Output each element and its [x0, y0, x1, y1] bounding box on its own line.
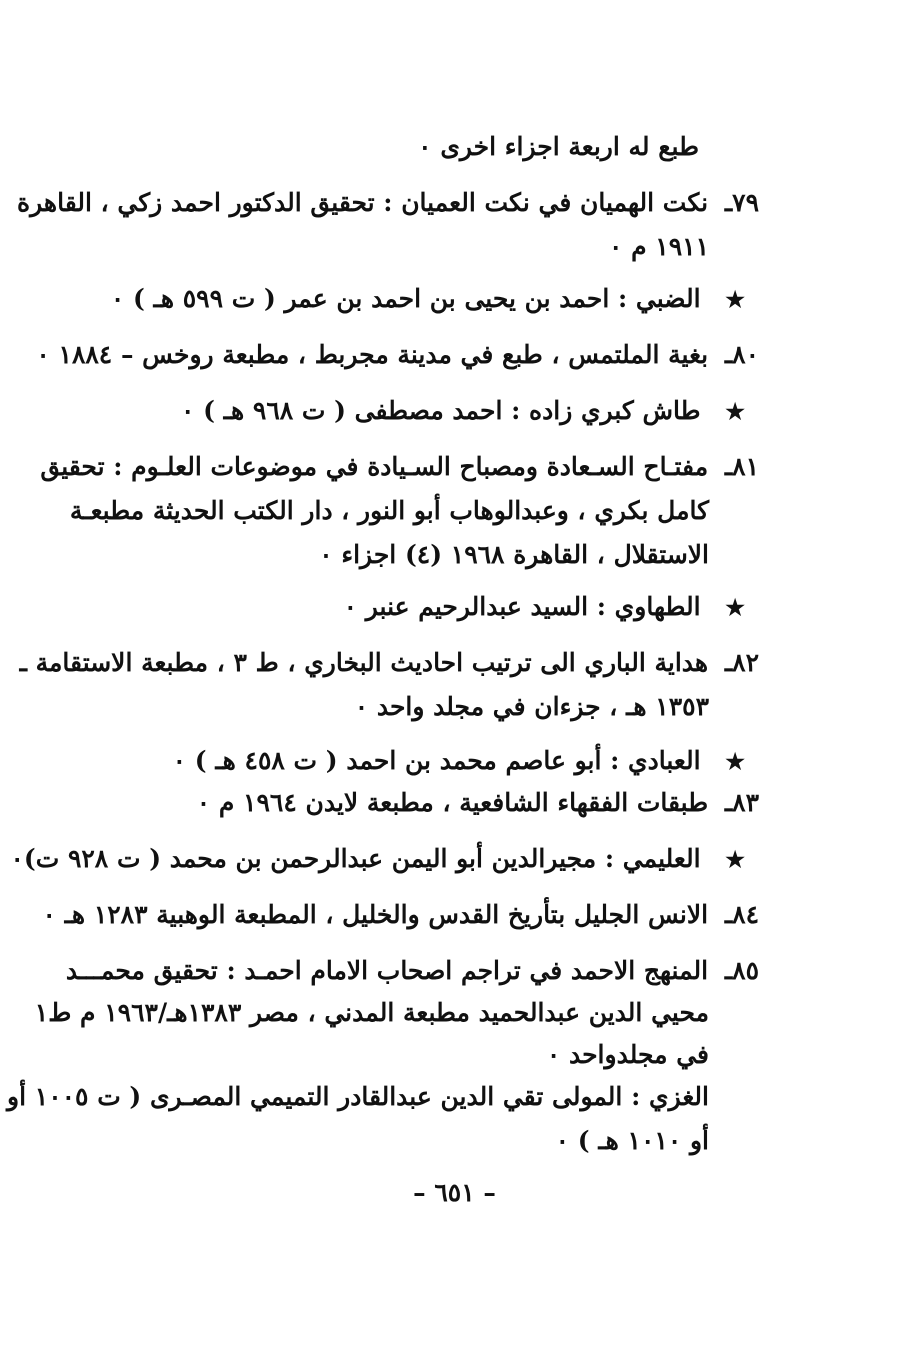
entry-number: ٨٣ـ [724, 788, 759, 817]
line-text: نكت الهميان في نكت العميان : تحقيق الدكتور احمد زكي ، القاهرة [17, 188, 709, 217]
line-text: الضبي : احمد بن يحيى بن احمد بن عمر ( ت ٥٩٩ هـ ) ٠ [110, 284, 701, 313]
entry-number: ٨٢ـ [724, 648, 759, 677]
text-line [547, 1038, 709, 1072]
line-text: أو ١٠١٠ هـ ) ٠ [555, 1126, 709, 1155]
author-line [181, 394, 745, 429]
entry-line [197, 786, 759, 820]
line-text: العليمي : مجيرالدين أبو اليمن عبدالرحمن بن محمد ( ت ٩٢٨ ت)٠ [10, 844, 701, 873]
entry-line [66, 954, 759, 988]
entry-line [17, 186, 759, 220]
line-text: ١٣٥٣ هـ ، جزءان في مجلد واحد ٠ [354, 692, 709, 721]
entry-number: ٨٥ـ [724, 956, 759, 985]
line-text: محيي الدين عبدالحميد مطبعة المدني ، مصر ١٣٨٣هـ/١٩٦٣ م ط١ [34, 998, 709, 1027]
line-text: مفتـاح السـعادة ومصباح السـيادة في موضوعات العلـوم : تحقيق [40, 452, 709, 481]
page-number: – ٦٥١ – [413, 1178, 496, 1207]
star-icon: ★ [725, 749, 745, 775]
entry-number: ٨١ـ [724, 452, 759, 481]
entry-number: ٨٠ـ [724, 340, 759, 369]
star-icon: ★ [725, 399, 745, 425]
line-text: الانس الجليل بتأريخ القدس والخليل ، المطبعة الوهبية ١٢٨٣ هـ ٠ [42, 900, 709, 929]
entry-line [42, 898, 759, 932]
line-text: طبع له اربعة اجزاء اخرى ٠ [418, 132, 699, 161]
text-line [556, 1124, 709, 1158]
line-text: الغزي : المولى تقي الدين عبدالقادر التميمي المصـرى ( ت ١٠٠٥ أو [7, 1082, 709, 1111]
text-line [7, 1080, 709, 1114]
line-text: المنهج الاحمد في تراجم اصحاب الامام احمـد : تحقيق محمـــد [65, 956, 709, 985]
line-text: بغية الملتمس ، طبع في مدينة مجربط ، مطبعة روخس – ١٨٨٤ ٠ [36, 340, 709, 369]
line-text: طبقات الفقهاء الشافعية ، مطبعة لايدن ١٩٦٤ م ٠ [196, 788, 709, 817]
author-line [344, 590, 745, 625]
text-line [70, 494, 709, 528]
author-line [111, 282, 745, 317]
text-line [35, 996, 709, 1030]
line-text: كامل بكري ، وعبدالوهاب أبو النور ، دار الكتب الحديثة مطبعـة [69, 496, 709, 525]
text-line [355, 690, 709, 724]
line-text: هداية الباري الى ترتيب احاديث البخاري ، ط ٣ ، مطبعة الاستقامة ـ [19, 648, 709, 677]
text-line [319, 538, 709, 572]
line-text: طاش كبري زاده : احمد مصطفى ( ت ٩٦٨ هـ ) ٠ [181, 396, 701, 425]
star-icon: ★ [725, 595, 745, 621]
star-icon: ★ [725, 287, 745, 313]
line-text: العبادي : أبو عاصم محمد بن احمد ( ت ٤٥٨ هـ ) ٠ [172, 746, 701, 775]
entry-line [40, 450, 759, 484]
text-line [609, 230, 709, 264]
entry-number: ٨٤ـ [724, 900, 759, 929]
entry-number: ٧٩ـ [724, 188, 759, 217]
entry-line [36, 338, 759, 372]
star-icon: ★ [725, 847, 745, 873]
author-line [173, 744, 745, 779]
line-text: ١٩١١ م ٠ [608, 232, 709, 261]
line-text: الاستقلال ، القاهرة ١٩٦٨ (٤) اجزاء ٠ [319, 540, 709, 569]
entry-line [20, 646, 759, 680]
author-line [10, 842, 745, 877]
line-text: في مجلدواحد ٠ [546, 1040, 709, 1069]
line-text: الطهاوي : السيد عبدالرحيم عنبر ٠ [343, 592, 701, 621]
text-line [418, 130, 699, 164]
